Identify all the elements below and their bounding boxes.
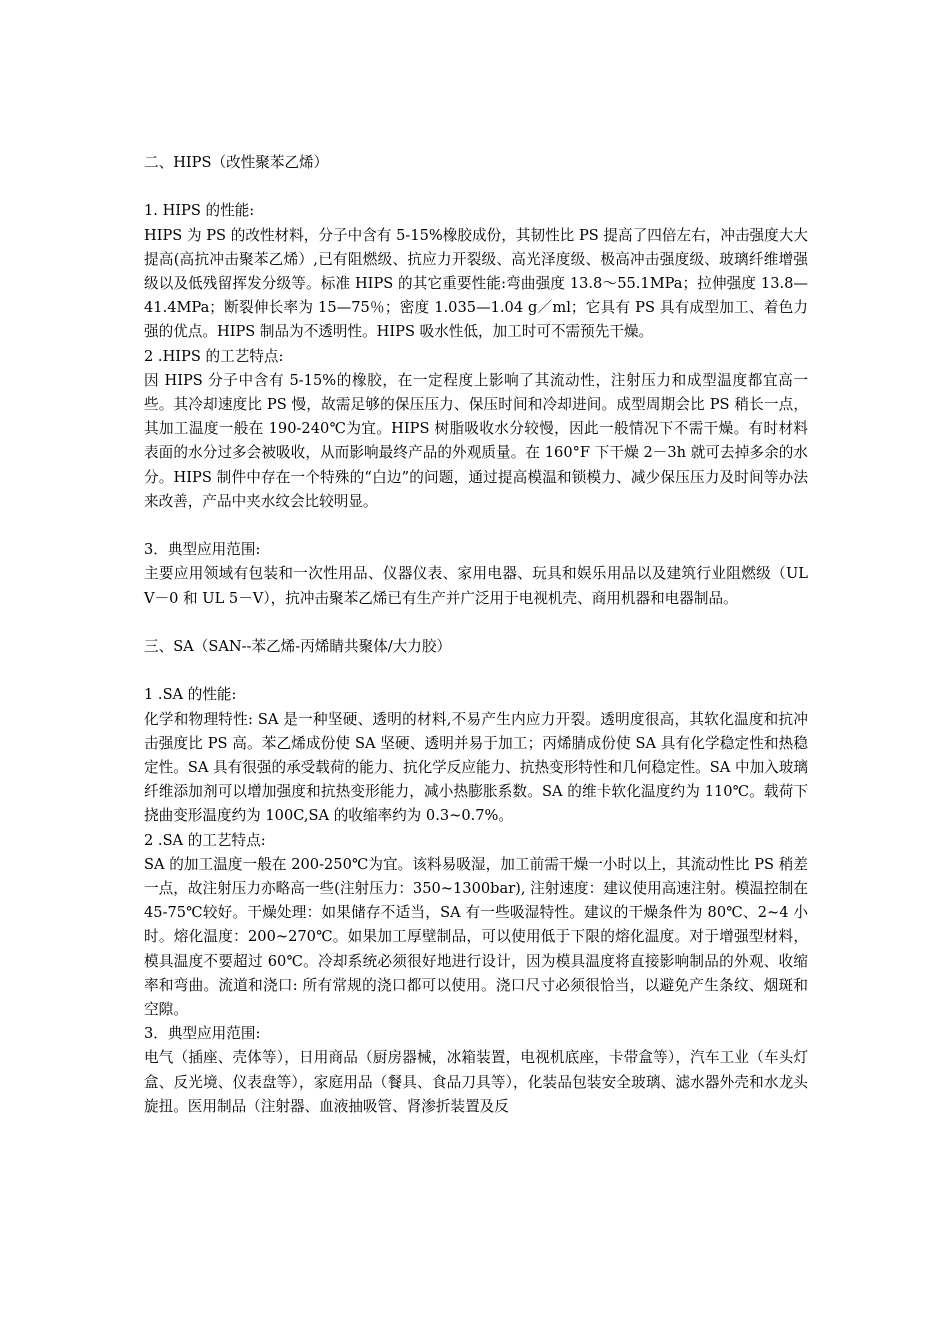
- section-heading-hips: 二、HIPS（改性聚苯乙烯）: [144, 154, 329, 171]
- blank-line: [144, 514, 808, 538]
- document-body: [144, 151, 808, 1119]
- sa-performance-body: 化学和物理特性: SA 是一种坚硬、透明的材料,不易产生内应力开裂。透明度很高，其软化温度和抗冲击强度比 PS 高。苯乙烯成份使 SA 坚硬、透明并易于加工；丙烯腈成份使 SA 具有化学稳定性和热稳定性。SA 具有很强的承受载荷的能力、抗化学反应能力、抗热变形特性和几何稳定性。SA 中加入玻璃纤维添加剂可以增加强度和抗热变形能力，减小热膨胀系数。SA 的维卡软化温度约为 110℃。载荷下挠曲变形温度约为 100C,SA 的收缩率约为 0.3~0.7%。: [144, 710, 808, 825]
- hips-application-body: 主要应用领域有包装和一次性用品、仪器仪表、家用电器、玩具和娱乐用品以及建筑行业阻燃级（UL V－0 和 UL 5－V），抗冲击聚苯乙烯已有生产并广泛用于电视机壳、商用机器和电器制品。: [144, 565, 808, 607]
- blank-line: [144, 611, 808, 635]
- hips-process-title: 2 .HIPS 的工艺特点:: [144, 347, 284, 365]
- hips-application-title: 3．典型应用范围:: [144, 541, 261, 559]
- blank-line: [144, 175, 808, 199]
- hips-performance-body: HIPS 为 PS 的改性材料，分子中含有 5-15%橡胶成份，其韧性比 PS 提高了四倍左右，冲击强度大大提高(高抗冲击聚苯乙烯）,已有阻燃级、抗应力开裂级、高光泽度级、极高冲击强度级、玻璃纤维增强级以及低残留挥发分级等。标准 HIPS 的其它重要性能:弯曲强度 13.8～55.1MPa；拉伸强度 13.8—41.4MPa；断裂伸长率为 15—75％；密度 1.035—1.04 g／ml；它具有 PS 具有成型加工、着色力强的优点。HIPS 制品为不透明性。HIPS 吸水性低，加工时可不需预先干燥。: [144, 226, 808, 341]
- blank-line: [144, 659, 808, 683]
- sa-application-body: 电气（插座、壳体等），日用商品（厨房器械，冰箱装置，电视机底座，卡带盒等），汽车工业（车头灯盒、反光境、仪表盘等），家庭用品（餐具、食品刀具等），化装品包装安全玻璃、滤水器外壳和水龙头旋扭。医用制品（注射器、血液抽吸管、肾渗折装置及反: [144, 1049, 808, 1115]
- sa-application-title: 3．典型应用范围:: [144, 1025, 261, 1043]
- sa-process-title: 2 .SA 的工艺特点:: [144, 831, 266, 849]
- sa-process-body: SA 的加工温度一般在 200-250℃为宜。该料易吸湿，加工前需干燥一小时以上，其流动性比 PS 稍差一点，故注射压力亦略高一些(注射压力：350~1300bar), 注射速度：建议使用高速注射。模温控制在 45-75℃较好。干燥处理：如果储存不适当，SA 有一些吸湿特性。建议的干燥条件为 80℃、2~4 小时。熔化温度：200~270℃。如果加工厚壁制品，可以使用低于下限的熔化温度。对于增强型材料，模具温度不要超过 60℃。冷却系统必须很好地进行设计，因为模具温度将直接影响制品的外观、收缩率和弯曲。流道和浇口: 所有常规的浇口都可以使用。浇口尺寸必须很恰当，以避免产生条纹、烟斑和空隙。: [144, 855, 808, 1019]
- section-heading-sa: 三、SA（SAN--苯乙烯-丙烯睛共聚体/大力胶）: [144, 638, 452, 656]
- hips-process-body: 因 HIPS 分子中含有 5-15%的橡胶，在一定程度上影响了其流动性，注射压力和成型温度都宜高一些。其冷却速度比 PS 慢，故需足够的保压压力、保压时间和冷却进间。成型周期会比 PS 稍长一点，其加工温度一般在 190-240℃为宜。HIPS 树脂吸收水分较慢，因此一般情况下不需干燥。有时材料表面的水分过多会被吸收，从而影响最终产品的外观质量。在 160°F 下干燥 2－3h 就可去掉多余的水分。HIPS 制件中存在一个特殊的“白边”的问题，通过提高模温和锁模力、减少保压压力及时间等办法来改善，产品中夹水纹会比较明显。: [144, 371, 808, 510]
- hips-performance-title: 1. HIPS 的性能:: [144, 202, 255, 220]
- sa-performance-title: 1 .SA 的性能:: [144, 686, 237, 704]
